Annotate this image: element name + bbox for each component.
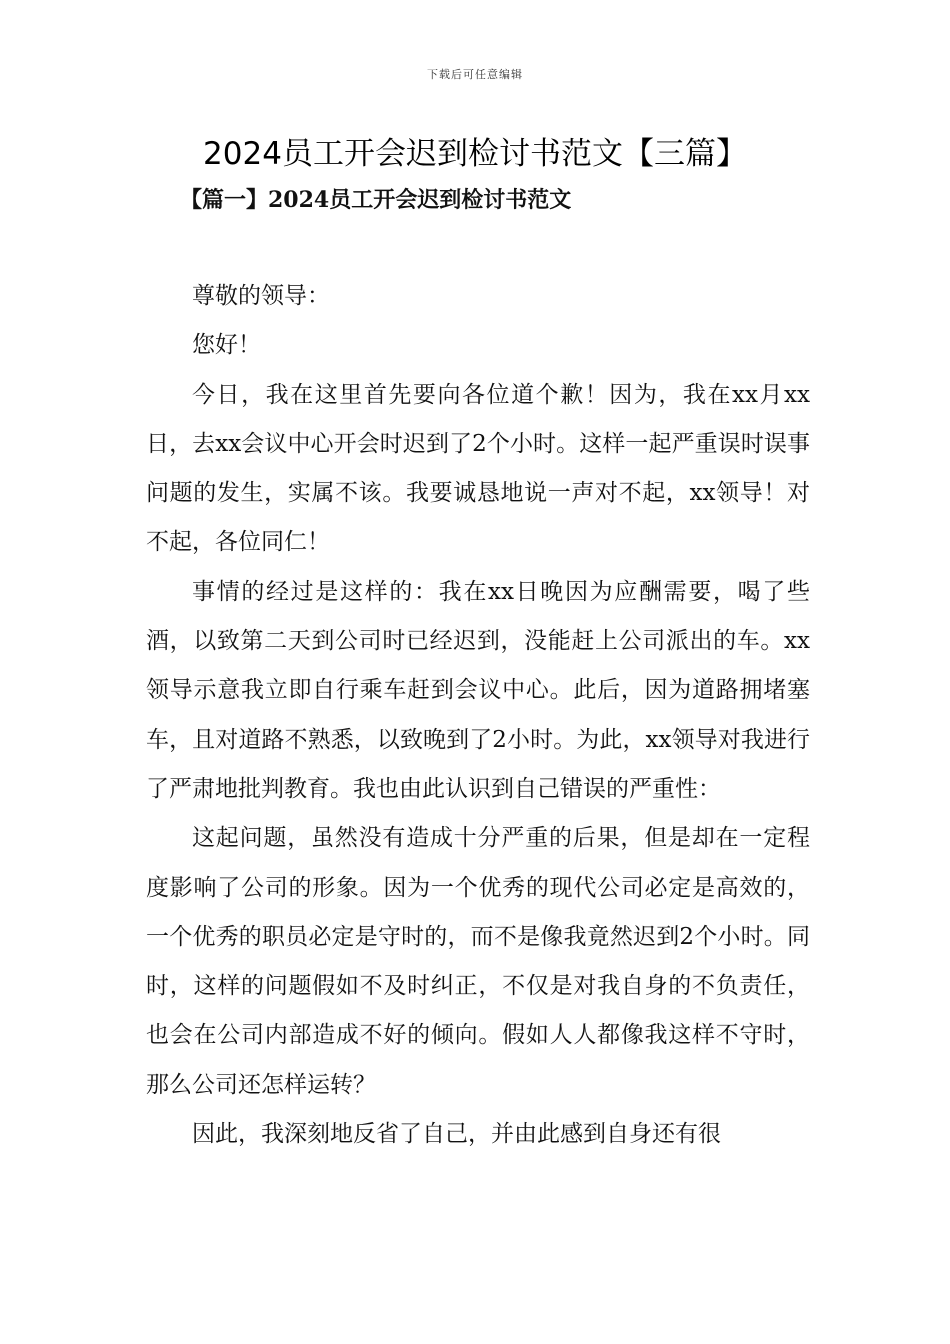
body-paragraph: 事情的经过是这样的：我在xx日晚因为应酬需要，喝了些酒，以致第二天到公司时已经迟到，没能赶上公司派出的车。xx领导示意我立即自行乘车赶到会议中心。此后，因为道路拥堵塞车，且对道路不熟悉，以致晚到了2小时。为此，xx领导对我进行了严肃地批判教育。我也由此认识到自己错误的严重性：: [146, 578, 810, 802]
greeting: 您好！: [192, 332, 261, 359]
body-paragraph: 这起问题，虽然没有造成十分严重的后果，但是却在一定程度影响了公司的形象。因为一个优秀的现代公司必定是高效的，一个优秀的职员必定是守时的，而不是像我竟然迟到2个小时。同时，这样的问题假如不及时纠正，不仅是对我自身的不负责任，也会在公司内部造成不好的倾向。假如人人都像我这样不守时，那么公司还怎样运转？: [146, 825, 810, 1098]
document-body: [146, 272, 810, 1159]
body-paragraph: 因此，我深刻地反省了自己，并由此感到自身还有很: [192, 1121, 721, 1148]
section-title: 【篇一】2024员工开会迟到检讨书范文: [180, 187, 572, 213]
document-title: 2024员工开会迟到检讨书范文【三篇】: [203, 136, 747, 172]
header-note: 下载后可任意编辑: [427, 68, 523, 81]
body-paragraph: 今日，我在这里首先要向各位道个歉！因为，我在xx月xx日，去xx会议中心开会时迟到了2个小时。这样一起严重误时误事问题的发生，实属不该。我要诚恳地说一声对不起，xx领导！对不起，各位同仁！: [146, 381, 810, 556]
salutation: 尊敬的领导：: [192, 283, 330, 309]
